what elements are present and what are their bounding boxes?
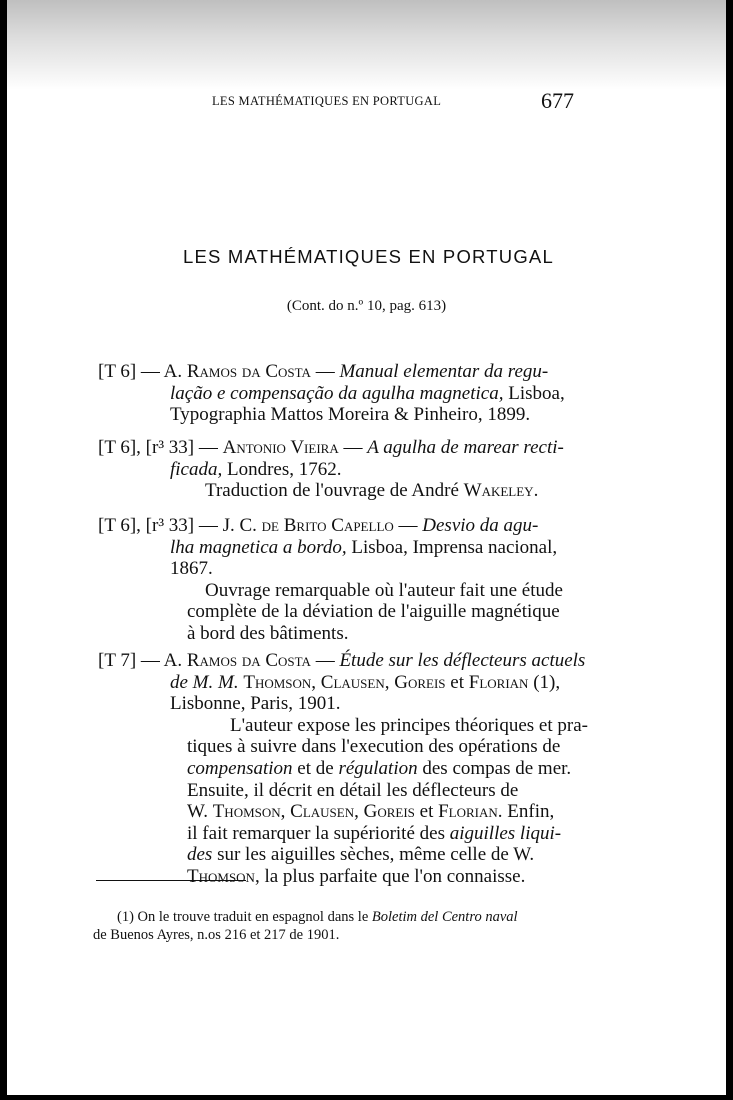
text-run: complète de la déviation de l'aiguille magnétique [187,601,560,623]
author-name: Goreis [394,671,446,693]
italic-text: Boletim del Centro naval [371,909,518,925]
author-name: Florian [438,801,498,823]
italic-text: lação e compensação da agulha magnetica, [170,382,504,404]
running-header [0,88,733,116]
text-run: — [338,437,368,458]
author-name: Clausen [320,671,385,693]
entry-line [98,736,588,758]
entry-line [98,758,588,780]
italic-text: de M. M. [170,671,244,693]
text-run: et [445,671,469,693]
entry-line [98,515,563,537]
text-run: Traduction de l'ouvrage de André [205,480,464,502]
italic-text: Desvio da agu- [422,515,539,536]
entry-reference-tag: [T 6] — A. [98,361,187,382]
italic-text: des [187,844,213,866]
text-run: Ensuite, il décrit en détail les déflecteurs de [187,779,519,801]
bibliography-entry [98,437,564,502]
author-name: Clausen [290,801,355,823]
footnote-line [93,908,563,926]
author-name: Ramos da Costa [186,361,311,382]
entry-line [98,361,565,383]
text-run: tiques à suivre dans l'execution des opérations de [187,736,561,758]
entry-line [98,650,588,672]
author-name: Antonio Vieira [222,437,339,458]
author-name: Florian [468,671,529,693]
text-run: des compas de mer. [417,757,572,779]
entry-reference-tag: [T 6], [r³ 33] — J. C. [98,515,262,536]
text-run: — [310,650,340,671]
entry-line [98,623,563,645]
text-run: — [393,515,423,536]
text-run: Lisboa, Imprensa nacional, [346,536,558,558]
italic-text: Manual elementar da regu- [339,361,549,382]
text-run: . Enfin, [497,801,555,823]
entry-line [98,480,564,502]
author-name: Thomson [187,865,255,887]
author-name: Wakeley [463,480,534,502]
entry-line [98,404,565,426]
text-run: , [354,801,364,823]
text-run: L'auteur expose les principes théoriques et pra- [230,714,588,736]
scan-shadow [7,0,726,90]
text-run: et de [292,757,339,779]
footnote-line [93,926,563,944]
text-run: . [533,480,539,502]
bibliography-entry [98,515,563,645]
text-run: , [280,801,291,823]
entry-line [98,866,588,888]
entry-reference-tag: [T 6], [r³ 33] — [98,437,223,458]
page-title: LES MATHÉMATIQUES EN PORTUGAL [183,246,554,267]
entry-line [98,780,588,802]
entry-line [98,672,588,694]
entry-line [98,601,563,623]
text-run: de Buenos Ayres, n.os 216 et 217 de 1901. [93,927,340,943]
entry-line [98,693,588,715]
text-run: (1) On le trouve traduit en espagnol dans le [117,909,372,925]
italic-text: A agulha de marear recti- [367,437,564,458]
text-run: Ouvrage remarquable où l'auteur fait une étude [205,579,563,601]
author-name: Thomson [243,671,312,693]
bibliography-entry [98,361,565,426]
author-name: de Brito Capello [261,515,394,536]
text-run: Typographia Mattos Moreira & Pinheiro, 1899. [170,404,531,426]
text-run: à bord des bâtiments. [187,622,349,644]
entry-reference-tag: [T 7] — A. [98,650,187,671]
entry-line [98,844,588,866]
bibliography-entry [98,650,588,888]
footnote [93,908,563,944]
page-number: 677 [541,88,574,113]
entry-line [98,823,588,845]
italic-text: lha magnetica a bordo, [170,536,347,558]
text-run: (1), [528,671,561,693]
italic-text: ficada, [170,458,223,480]
text-run: — [310,361,340,382]
text-run: , [384,671,395,693]
italic-text: aiguilles liqui- [449,822,562,844]
entry-line [98,437,564,459]
entry-line [98,537,563,559]
text-run: W. [187,801,213,823]
entry-line [98,715,588,737]
italic-text: régulation [338,757,418,779]
text-run: Lisbonne, Paris, 1901. [170,693,341,715]
italic-text: compensation [187,757,293,779]
entry-line [98,801,588,823]
text-run: sur les aiguilles sèches, même celle de W. [212,844,535,866]
text-run: Lisboa, [503,382,565,404]
entry-line [98,459,564,481]
text-run: 1867. [170,558,213,580]
text-run: , [311,671,321,693]
continuation-note: (Cont. do n.º 10, pag. 613) [286,298,447,314]
text-run: il fait remarquer la supériorité des [187,822,450,844]
text-run: et [414,801,439,823]
footnote-divider [96,880,246,881]
author-name: Goreis [363,801,415,823]
entry-line [98,580,563,602]
entry-line [98,383,565,405]
running-title: LES MATHÉMATIQUES EN PORTUGAL [212,94,442,108]
italic-text: Étude sur les déflecteurs actuels [339,650,586,671]
author-name: Thomson [212,801,281,823]
author-name: Ramos da Costa [186,650,311,671]
entry-line [98,558,563,580]
text-run: Londres, 1762. [222,458,342,480]
text-run: , la plus parfaite que l'on connaisse. [254,865,526,887]
